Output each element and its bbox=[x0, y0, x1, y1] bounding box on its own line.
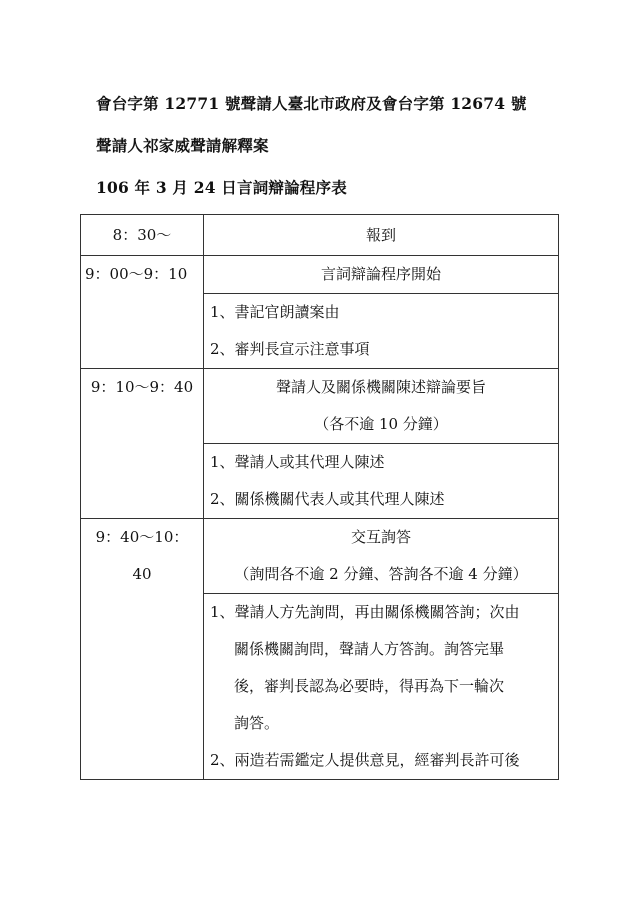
schedule-item-title: （各不逾 10 分鐘） bbox=[314, 415, 448, 433]
schedule-detail-text: 1、書記官朗讀案由 bbox=[210, 303, 340, 321]
schedule-details-cell bbox=[204, 444, 559, 519]
schedule-time: 9：00～9：10 bbox=[85, 265, 188, 283]
schedule-time-cell bbox=[81, 369, 204, 519]
schedule-row bbox=[81, 256, 559, 294]
schedule-item-title: 言詞辯論程序開始 bbox=[320, 265, 441, 283]
schedule-item-title: 聲請人及關係機關陳述辯論要旨 bbox=[275, 378, 486, 396]
schedule-row bbox=[81, 215, 559, 256]
schedule-row bbox=[81, 519, 559, 594]
schedule-item-title: 交互詢答 bbox=[350, 528, 411, 546]
schedule-detail-item bbox=[204, 444, 558, 481]
schedule-detail-text: 後，審判長認為必要時，得再為下一輪次 bbox=[234, 677, 505, 695]
schedule-detail-text: 1、聲請人方先詢問，再由關係機關答詢；次由 bbox=[210, 603, 520, 621]
schedule-time-cell bbox=[81, 519, 204, 780]
schedule-detail-item bbox=[204, 742, 558, 779]
schedule-detail-text: 1、聲請人或其代理人陳述 bbox=[210, 453, 385, 471]
schedule-detail-item bbox=[204, 594, 558, 742]
schedule-time: 9：40～10： bbox=[95, 528, 189, 546]
schedule-item-title: （詢問各不逾 2 分鐘、答詢各不逾 4 分鐘） bbox=[234, 565, 528, 583]
schedule-detail-item bbox=[204, 294, 558, 331]
schedule-item-title-cell bbox=[204, 519, 559, 594]
schedule-time: 40 bbox=[132, 565, 152, 583]
schedule-date-title: 106 年 3 月 24 日言詞辯論程序表 bbox=[96, 178, 347, 197]
schedule-time: 8：30～ bbox=[112, 226, 172, 244]
schedule-details-cell bbox=[204, 294, 559, 369]
schedule-table bbox=[80, 214, 559, 780]
schedule-detail-item bbox=[204, 331, 558, 368]
schedule-detail-item bbox=[204, 481, 558, 518]
schedule-item-title: 報到 bbox=[365, 226, 396, 244]
schedule-detail-text: 詢答。 bbox=[234, 714, 280, 732]
schedule-table-body bbox=[81, 215, 559, 780]
schedule-detail-text: 2、審判長宣示注意事項 bbox=[210, 340, 370, 358]
case-title-line-1: 會台字第 12771 號聲請人臺北市政府及會台字第 12674 號 bbox=[96, 94, 527, 113]
schedule-time-cell bbox=[81, 215, 204, 256]
schedule-detail-text: 2、關係機關代表人或其代理人陳述 bbox=[210, 490, 445, 508]
schedule-item-title-cell bbox=[204, 215, 559, 256]
schedule-details-cell bbox=[204, 594, 559, 780]
schedule-time: 9：10～9：40 bbox=[90, 378, 194, 396]
schedule-item-title-cell bbox=[204, 369, 559, 444]
schedule-item-title-cell bbox=[204, 256, 559, 294]
schedule-detail-text: 2、兩造若需鑑定人提供意見，經審判長許可後 bbox=[210, 751, 520, 769]
schedule-detail-text: 關係機關詢問，聲請人方答詢。詢答完畢 bbox=[234, 640, 505, 658]
schedule-row bbox=[81, 369, 559, 444]
case-title-line-2: 聲請人祁家威聲請解釋案 bbox=[96, 136, 269, 155]
schedule-time-cell bbox=[81, 256, 204, 369]
